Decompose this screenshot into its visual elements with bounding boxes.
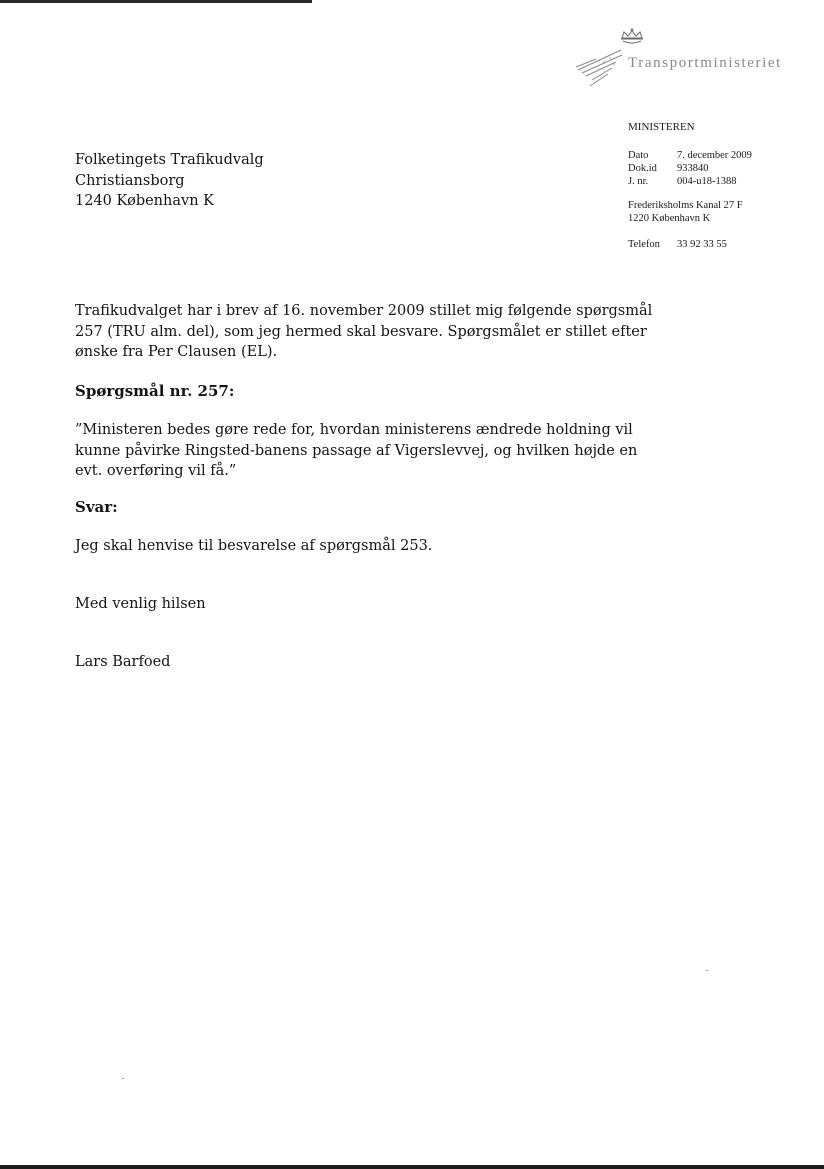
- paragraph-line: 257 (TRU alm. del), som jeg hermed skal besvare. Spørgsmålet er stillet efter: [75, 323, 647, 340]
- signature-name: Lars Barfoed: [75, 654, 171, 670]
- recipient-line: Folketingets Trafikudvalg: [75, 152, 264, 168]
- scan-edge-top: [0, 0, 312, 3]
- paragraph-line: ”Ministeren bedes gøre rede for, hvordan ministerens ændrede holdning vil: [75, 422, 633, 438]
- phone-label: Telefon: [628, 239, 660, 250]
- answer-heading: Svar:: [75, 498, 118, 516]
- intro-paragraph: [75, 301, 652, 363]
- paragraph-line: Trafikudvalget har i brev af 16. november 2009 stillet mig følgende spørgsmål: [75, 303, 653, 319]
- recipient-line: Christiansborg: [75, 172, 185, 189]
- sender-city: 1220 København K: [628, 213, 711, 224]
- paragraph-line: ønske fra Per Clausen (EL).: [75, 344, 278, 360]
- meta-label: J. nr.: [628, 176, 649, 187]
- sender-address: [628, 199, 743, 225]
- meta-table: [628, 149, 752, 188]
- recipient-line: 1240 København K: [75, 193, 214, 209]
- question-paragraph: [75, 420, 637, 482]
- meta-value: 7. december 2009: [677, 150, 752, 161]
- meta-value: 933840: [677, 163, 709, 174]
- phone-value: 33 92 33 55: [677, 239, 727, 250]
- meta-label: Dok.id: [628, 163, 657, 174]
- paragraph-line: evt. overføring vil få.”: [75, 463, 237, 479]
- logo-text: Transportministeriet: [628, 55, 782, 71]
- sender-street: Frederiksholms Kanal 27 F: [628, 200, 743, 211]
- closing-greeting: Med venlig hilsen: [75, 596, 206, 612]
- sender-phone: [628, 238, 727, 251]
- meta-label: Dato: [628, 150, 649, 161]
- meta-row-doc-id: [628, 162, 752, 175]
- meta-row-date: [628, 149, 752, 162]
- scan-speck: [122, 1078, 124, 1079]
- question-heading: Spørgsmål nr. 257:: [75, 382, 235, 400]
- meta-value: 004-u18-1388: [677, 176, 737, 187]
- ministry-logo: [566, 28, 796, 100]
- answer-paragraph: Jeg skal henvise til besvarelse af spørgsmål 253.: [75, 538, 433, 554]
- sender-title: MINISTEREN: [628, 121, 695, 133]
- scan-speck: [706, 970, 708, 971]
- scan-edge-bottom: [0, 1165, 824, 1169]
- paragraph-line: kunne påvirke Ringsted-banens passage af Vigerslevvej, og hvilken højde en: [75, 442, 638, 459]
- recipient-address: [75, 150, 264, 212]
- meta-row-journal-number: [628, 175, 752, 188]
